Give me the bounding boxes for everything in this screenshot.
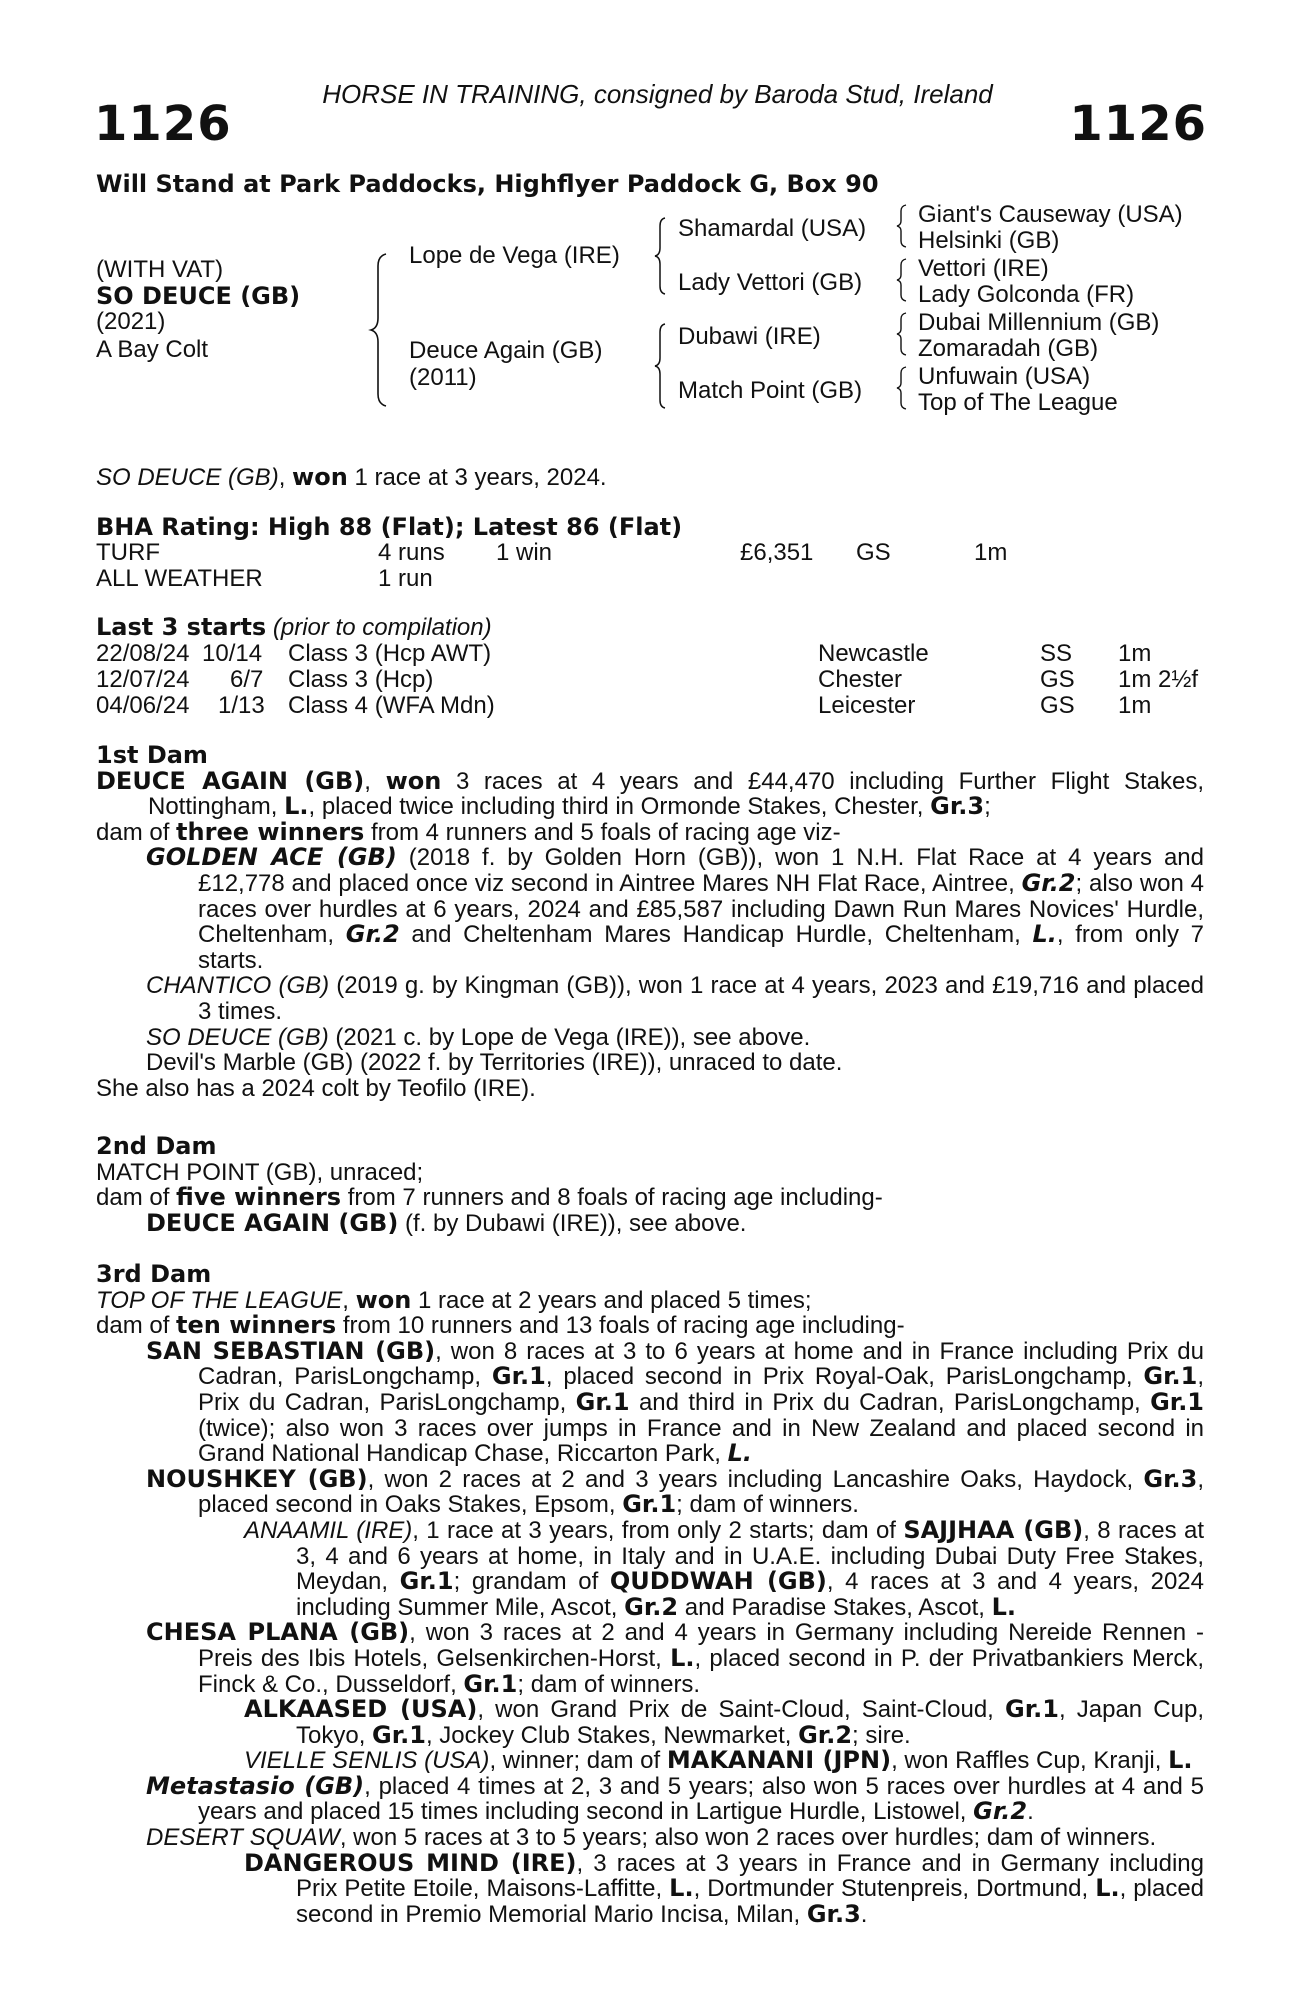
listed-label: L. [727,1439,753,1468]
produce-text: ; sire. [852,1721,911,1749]
pedigree-dam-dam: Match Point (GB) [678,377,863,404]
produce-text: , won 3 races at 2 and 4 years in Germany including Nereide Rennen - Preis des Ibis Hotels, Gelsenkirchen-Horst, [198,1619,1204,1672]
start-course: Leicester [818,692,916,719]
third-dam-name: TOP OF THE LEAGUE [96,1286,343,1314]
produce-anaamil [96,1515,1205,1621]
pedigree-sire-sire: Shamardal (USA) [678,215,867,242]
produce-chantico [96,973,1204,1024]
vat-note: (WITH VAT) [96,256,224,283]
group-label: Gr.2 [624,1592,679,1621]
pedigree-gen3-7: Unfuwain (USA) [918,363,1091,390]
summary-name: SO DEUCE (GB) [96,464,279,491]
produce-text: , won Grand Prix de Saint-Cloud, Saint-Cloud, [477,1696,1005,1724]
produce-name: DESERT SQUAW [146,1824,340,1852]
third-dam-title: 3rd Dam [96,1260,212,1288]
last-starts-note: (prior to compilation) [272,614,492,641]
produce-name: CHESA PLANA (GB) [146,1618,410,1647]
produce-name: CHANTICO (GB) [146,972,330,1000]
listed-label: L. [1032,920,1057,949]
listed-label: L. [669,1874,694,1903]
first-dam-also: She also has a 2024 colt by Teofilo (IRE). [96,1074,536,1102]
dam-of-text: dam of [96,1312,177,1340]
pedigree-gen3-8: Top of The League [918,389,1118,416]
listed-label: L. [284,792,309,821]
produce-name: DANGEROUS MIND (IRE) [244,1848,577,1877]
bha-rating-title: BHA Rating: High 88 (Flat); Latest 86 (Flat) [96,513,683,541]
listed-label: L. [1168,1746,1193,1775]
third-dam-section [96,1262,1204,1927]
horse-name: SO DEUCE (GB) [96,282,301,310]
produce-text: ; grandam of [453,1568,610,1596]
start-date: 22/08/24 [96,640,190,667]
horse-year: (2021) [96,308,166,335]
produce-text: (2018 f. by Golden Horn (GB)), won 1 N.H. Flat Race at 4 years and £12,778 and placed once viz second in Aintree Mares NH Flat Race, Aintree, [198,844,1205,897]
pedigree-gen3-6: Zomaradah (GB) [918,335,1099,362]
rating-prize: £6,351 [740,539,814,566]
header-subtitle: HORSE IN TRAINING, consigned by Baroda Stud, Ireland [322,79,993,109]
produce-name: QUDDWAH (GB) [609,1567,827,1596]
group-label: Gr.1 [1005,1695,1059,1724]
produce-golden-ace [96,845,1204,973]
pedigree-gen3-3: Vettori (IRE) [918,255,1049,282]
third-dam-text: , [342,1286,356,1314]
third-dam-produce [96,1313,1204,1339]
produce-deuce-again [96,1208,1204,1237]
first-dam-record: DEUCE AGAIN (GB), won 3 races at 4 years and £44,470 including Further Flight Stakes, Nottingham, L., placed twice including third in Ormonde Stakes, Chester, Gr.3; [96,766,1204,821]
last-starts-heading: Last 3 starts [96,613,267,641]
second-dam-title: 2nd Dam [96,1132,217,1160]
start-race: Class 3 (Hcp AWT) [288,640,492,667]
rating-going: GS [856,539,891,566]
dam-of-text: from 10 runners and 13 foals of racing age including- [336,1312,905,1340]
produce-text: , placed second in P. der Privatbankiers Merck, Finck & Co., Dusseldorf, [198,1644,1204,1698]
rating-runs: 4 runs [378,539,445,566]
lot-number-right: 1126 [1069,96,1207,152]
pedigree-dam-year: (2011) [409,364,477,391]
horse-description: A Bay Colt [96,336,209,363]
rating-table [0,540,1315,592]
start-course: Chester [818,666,903,693]
stand-location: Will Stand at Park Paddocks, Highflyer Paddock G, Box 90 [96,170,879,198]
first-dam-title: 1st Dam [96,741,208,769]
produce-text: , won 2 races at 2 and 3 years including Lancashire Oaks, Haydock, [367,1465,1144,1493]
pedigree-brace-gen3-2 [894,257,908,303]
group-label: Gr.2 [345,920,400,949]
rating-surface: TURF [96,539,160,566]
pedigree-brace-gen3-3 [894,311,908,357]
pedigree-brace-main [368,252,390,408]
produce-name: DEUCE AGAIN (GB) [146,1208,399,1237]
start-distance: 1m [1118,692,1152,719]
produce-text: , Prix du Cadran, ParisLongchamp, [198,1363,1204,1416]
summary-won: won [292,463,348,491]
produce-text: , Japan Cup, Tokyo, [296,1696,1204,1749]
produce-text: , Dortmunder Stutenpreis, Dortmund, [693,1875,1096,1903]
produce-text: . [860,1900,868,1928]
rating-runs: 1 run [378,565,433,592]
produce-text: (2019 g. by Kingman (GB)), won 1 race at 4 years, 2023 and £19,716 and placed 3 times. [198,972,1204,1025]
start-date: 04/06/24 [96,692,190,719]
start-race: Class 3 (Hcp) [288,666,434,693]
produce-text: ; dam of winners. [517,1670,701,1698]
start-going: GS [1040,666,1075,693]
dam-of-text: dam of [96,818,177,846]
group-label: Gr.2 [973,1797,1028,1826]
pedigree-brace-dam [652,322,668,410]
second-dam-record: MATCH POINT (GB), unraced; [96,1158,424,1186]
start-going: GS [1040,692,1075,719]
dam-of-text: from 7 runners and 8 foals of racing age including- [341,1184,883,1212]
produce-vielle-senlis [96,1748,1204,1774]
last-starts-title [96,615,492,641]
produce-name: ALKAASED (USA) [244,1695,478,1724]
lot-number-left: 1126 [94,96,232,152]
produce-text: , 8 races at 3, 4 and 6 years at home, in Italy and in U.A.E. including Dubai Duty Free Stakes, Meydan, [296,1516,1204,1596]
pedigree-gen3-2: Helsinki (GB) [918,227,1060,254]
last-starts-table [0,641,1315,719]
group-label: Gr.3 [806,1899,861,1928]
produce-text: (2021 c. by Lope de Vega (IRE)), see above. [328,1023,811,1051]
start-position: 6/7 [230,666,264,693]
listed-label: L. [1095,1874,1120,1903]
pedigree-brace-gen3-4 [894,365,908,411]
listed-label: L. [670,1643,695,1672]
pedigree-dam-sire: Dubawi (IRE) [678,323,821,350]
pedigree-brace-gen3-1 [894,203,908,249]
group-label: Gr.1 [1150,1387,1205,1416]
produce-name: SAJJHAA (GB) [903,1515,1084,1544]
second-dam-produce [96,1185,1204,1211]
first-dam-produce [96,817,1204,846]
produce-text: , 1 race at 3 years, from only 2 starts; dam of [412,1516,904,1544]
produce-text: and Paradise Stakes, Ascot, [678,1593,992,1621]
pedigree-brace-sire [652,216,668,296]
produce-noushkey [96,1464,1204,1519]
produce-text: , winner; dam of [489,1747,667,1775]
pedigree [0,0,1315,420]
produce-metastasio [96,1771,1204,1826]
start-position: 10/14 [202,640,263,667]
dam-of-text: from 4 runners and 5 foals of racing age viz- [364,818,841,846]
start-race: Class 4 (WFA Mdn) [288,692,495,719]
produce-name: NOUSHKEY (GB) [146,1464,368,1493]
pedigree-gen3-4: Lady Golconda (FR) [918,281,1135,308]
rating-wins: 1 win [496,539,553,566]
produce-text: , 4 races at 3 and 4 years, 2024 including Summer Mile, Ascot, [296,1568,1205,1621]
produce-desert-squaw [96,1825,1204,1851]
race-summary: SO DEUCE (GB), won 1 race at 3 years, 2024. [96,463,607,491]
produce-text: and Cheltenham Mares Handicap Hurdle, Cheltenham, [399,921,1033,949]
produce-dangerous-mind [96,1848,1205,1928]
produce-text: and third in Prix du Cadran, ParisLongchamp, [629,1388,1151,1416]
produce-text: , won Raffles Cup, Kranji, [891,1747,1169,1775]
group-label: Gr.1 [372,1720,426,1749]
produce-text: , placed second in Premio Memorial Mario Incisa, Milan, [296,1875,1205,1928]
start-date: 12/07/24 [96,666,190,693]
start-distance: 1m [1118,640,1152,667]
produce-text: , from only 7 starts. [198,921,1205,974]
group-label: Gr.1 [622,1490,677,1519]
group-label: Gr.1 [1143,1362,1198,1391]
produce-devils-marble [96,1050,1204,1076]
group-label: Gr.1 [463,1669,518,1698]
pedigree-gen3-1: Giant's Causeway (USA) [918,201,1183,228]
produce-text: . [1027,1798,1034,1826]
produce-text: , won 8 races at 3 to 6 years at home and in France including Prix du Cadran, ParisLongchamp, [198,1337,1204,1391]
pedigree-sire-dam: Lady Vettori (GB) [678,269,863,296]
group-label: Gr.3 [930,792,985,821]
start-distance: 1m 2½f [1118,666,1199,693]
pedigree-dam: Deuce Again (GB) [409,337,603,364]
group-label: Gr.2 [798,1720,853,1749]
start-position: 1/13 [218,692,265,719]
produce-text: (twice); also won 3 races over jumps in France and in New Zealand and placed second in Grand National Handicap Chase, Riccarton Park, [198,1414,1204,1468]
dam-of-text: dam of [96,1184,177,1212]
group-label: Gr.1 [491,1362,546,1391]
first-dam-section [96,743,1204,1101]
third-dam-text: 1 race at 2 years and placed 5 times; [411,1286,812,1314]
produce-text: ; also won 4 races over hurdles at 6 years, 2024 and £85,587 including Dawn Run Mares Novices' Hurdle, Cheltenham, [198,869,1204,949]
produce-text: Devil's Marble (GB) (2022 f. by Territories (IRE)), unraced to date. [146,1049,843,1077]
produce-san-sebastian [96,1336,1205,1468]
third-dam-record [96,1285,1204,1314]
group-label: Gr.3 [1143,1464,1198,1493]
produce-text: , placed second in Oaks Stakes, Epsom, [198,1465,1204,1519]
first-dam-won: won [385,766,442,795]
rating-surface: ALL WEATHER [96,565,263,592]
start-going: SS [1040,640,1073,667]
group-label: Gr.1 [575,1387,630,1416]
pedigree-gen3-5: Dubai Millennium (GB) [918,309,1160,336]
produce-so-deuce [96,1025,1204,1051]
produce-text: , placed 4 times at 2, 3 and 5 years; also won 5 races over hurdles at 4 and 5 years and placed 15 times including second in Lartigue Hurdle, Listowel, [198,1772,1204,1826]
produce-name: GOLDEN ACE (GB) [146,843,397,872]
produce-name: VIELLE SENLIS (USA) [244,1747,490,1775]
produce-alkaased [96,1697,1204,1748]
start-course: Newcastle [818,640,929,667]
first-dam-text: , placed twice including third in Ormonde Stakes, Chester, [308,793,931,821]
first-dam-name: DEUCE AGAIN (GB) [96,766,365,795]
produce-chesa-plana [96,1620,1204,1697]
produce-name: MAKANANI (JPN) [666,1746,892,1775]
produce-text: (f. by Dubawi (IRE)), see above. [398,1209,747,1237]
produce-text: , placed second in Prix Royal-Oak, ParisLongchamp, [545,1363,1144,1391]
produce-name: ANAAMIL (IRE) [244,1516,413,1544]
produce-name: SAN SEBASTIAN (GB) [146,1336,436,1365]
pedigree-sire: Lope de Vega (IRE) [409,242,620,269]
produce-text: , won 5 races at 3 to 5 years; also won 2 races over hurdles; dam of winners. [339,1824,1157,1852]
produce-text: , Jockey Club Stakes, Newmarket, [425,1721,799,1749]
winners-count: ten winners [176,1311,337,1340]
winners-count: three winners [176,817,365,846]
group-label: Gr.1 [399,1567,454,1596]
listed-label: L. [991,1592,1016,1621]
second-dam-section [96,1134,1204,1236]
rating-distance: 1m [974,539,1008,566]
produce-text: , 3 races at 3 years in France and in Germany including Prix Petite Etoile, Maisons-Laffitte, [296,1849,1204,1903]
produce-name: Metastasio (GB) [146,1771,365,1800]
produce-text: ; dam of winners. [676,1491,859,1519]
winners-count: five winners [176,1183,342,1212]
first-dam-text: ; [984,793,991,821]
summary-text: 1 race at 3 years, 2024. [347,464,607,491]
third-dam-won: won [355,1285,412,1314]
group-label: Gr.2 [1021,868,1076,897]
produce-name: SO DEUCE (GB) [146,1023,329,1051]
first-dam-text: 3 races at 4 years and £44,470 including Further Flight Stakes, Nottingham, [148,767,1204,821]
